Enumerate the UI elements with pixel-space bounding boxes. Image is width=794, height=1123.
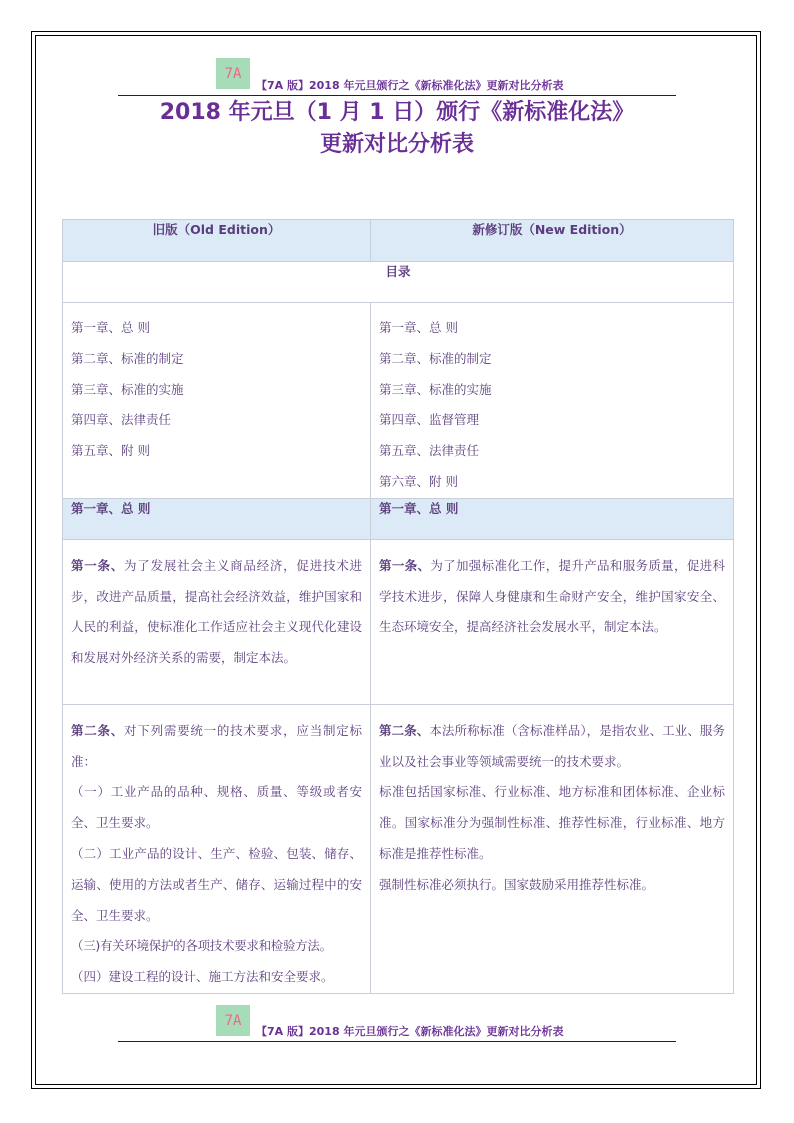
article-1-new-body: 为了加强标准化工作，提升产品和服务质量，促进科学技术进步，保障人身健康和生命财产安全，维护国家安全、生态环境安全，提高经济社会发展水平，制定本法。 [379, 557, 725, 635]
article-2-new-lead: 第二条、 [379, 722, 430, 738]
article-1-old-body: 为了发展社会主义商品经济，促进技术进步，改进产品质量，提高社会经济效益，维护国家和人民的利益，使标准化工作适应社会主义现代化建设和发展对外经济关系的需要，制定本法。 [71, 557, 362, 666]
article-2-old-item: （四）建设工程的设计、施工方法和安全要求。 [71, 969, 334, 985]
article-1-old-lead: 第一条、 [71, 557, 125, 573]
article-2-old-item: （二）工业产品的设计、生产、检验、包装、储存、运输、使用的方法或者生产、储存、运输过程中的安全、卫生要求。 [71, 845, 362, 923]
header-rule [118, 95, 676, 96]
toc-old-item: 第三章、标准的实施 [71, 381, 184, 397]
article-2-old-intro: 对下列需要统一的技术要求，应当制定标准： [71, 722, 362, 769]
toc-new-item: 第二章、标准的制定 [379, 350, 492, 366]
col-header-old: 旧版（Old Edition） [63, 220, 371, 262]
toc-new-item: 第三章、标准的实施 [379, 381, 492, 397]
toc-new-list [371, 303, 734, 499]
page-title-line1: 2018 年元旦（1 月 1 日）颁行《新标准化法》 [159, 100, 635, 125]
toc-new-item: 第六章、附 则 [379, 473, 458, 489]
toc-old-list [63, 303, 371, 499]
toc-new-item: 第四章、监督管理 [379, 412, 480, 428]
article-2-old [63, 704, 371, 993]
footer-text: 【7A 版】2018 年元旦颁行之《新标准化法》更新对比分析表 [256, 1025, 564, 1038]
chapter-row [63, 498, 734, 539]
article-2-new-body: 本法所称标准（含标准样品），是指农业、工业、服务业以及社会事业等领域需要统一的技术要求。 [379, 722, 725, 769]
toc-old-item: 第一章、总 则 [71, 320, 150, 335]
table-header-row [63, 220, 734, 262]
article-2-new-p3: 强制性标准必须执行。国家鼓励采用推荐性标准。 [379, 876, 655, 892]
article-1-old [63, 539, 371, 704]
toc-label: 目录 [63, 262, 734, 303]
toc-new-item: 第一章、总 则 [379, 320, 458, 335]
toc-old-item: 第五章、附 则 [71, 443, 150, 459]
article-2-new-p2: 标准包括国家标准、行业标准、地方标准和团体标准、企业标准。国家标准分为强制性标准、推荐性标准，行业标准、地方标准是推荐性标准。 [379, 784, 725, 861]
chapter-old: 第一章、总 则 [63, 498, 371, 539]
page-title-line2: 更新对比分析表 [319, 132, 474, 157]
footer-rule [118, 1041, 676, 1042]
header-badge: 7A [216, 58, 250, 89]
article-2-row [63, 704, 734, 993]
article-2-old-lead: 第二条、 [71, 722, 125, 738]
article-2-new [371, 704, 734, 993]
toc-list-row [63, 303, 734, 499]
article-1-new-lead: 第一条、 [379, 557, 431, 573]
footer-badge: 7A [216, 1005, 250, 1036]
article-2-old-item: （三)有关环境保护的各项技术要求和检验方法。 [71, 938, 332, 954]
article-2-old-item: （一）工业产品的品种、规格、质量、等级或者安全、卫生要求。 [71, 784, 362, 831]
header-text: 【7A 版】2018 年元旦颁行之《新标准化法》更新对比分析表 [256, 79, 564, 92]
article-1-row [63, 539, 734, 704]
toc-new-item: 第五章、法律责任 [379, 443, 480, 459]
chapter-new: 第一章、总 则 [371, 498, 734, 539]
toc-old-item: 第二章、标准的制定 [71, 350, 184, 366]
toc-old-item: 第四章、法律责任 [71, 412, 172, 428]
article-1-new [371, 539, 734, 704]
toc-row [63, 262, 734, 303]
comparison-table [62, 219, 734, 994]
col-header-new: 新修订版（New Edition） [371, 220, 734, 262]
